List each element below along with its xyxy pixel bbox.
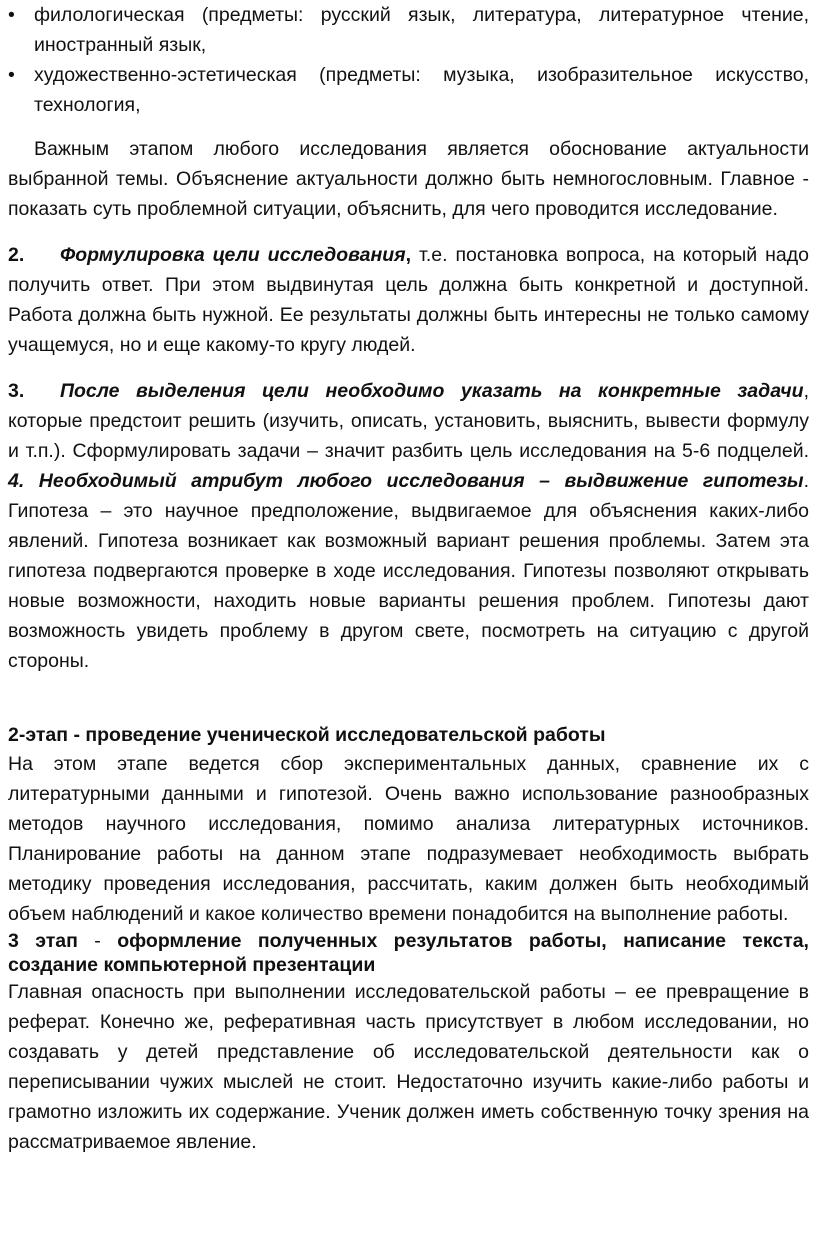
stage-2-text: На этом этапе ведется сбор экспериментальных данных, сравнение их с литературными данными и гипотезой. Очень важно использование разнообразных методов научного исследования, помимо анализа литературных источников. Планирование работы на данном этапе подразумевает необходимость выбрать методику проведения исследования, рассчитать, каким должен быть необходимый объем наблюдений и какое количество времени понадобится на выполнение работы.	[8, 753, 809, 925]
item-2-text: т.е. постановка вопроса, на который надо получить ответ. При этом выдвинутая цель должна быть конкретной и доступной. Работа должна быть нужной. Ее результаты должны быть интересны не только самому учащемуся, но и еще какому-то кругу людей.	[8, 244, 810, 356]
bullet-icon: •	[8, 4, 15, 26]
bullet-icon: •	[8, 64, 15, 86]
list-item	[8, 0, 809, 60]
item-4-heading: 4. Необходимый атрибут любого исследования – выдвижение гипотезы	[8, 470, 804, 492]
item-3-paragraph	[8, 376, 809, 676]
subject-list	[8, 0, 809, 120]
item-3-number: 3.	[8, 380, 25, 402]
stage-3-text: Главная опасность при выполнении исследовательской работы – ее превращение в реферат. Конечно же, реферативная часть присутствует в любом исследовании, но создавать у детей представление об исследовательской деятельности как о переписывании чужих мыслей не стоит. Недостаточно изучить какие-либо работы и грамотно изложить их содержание. Ученик должен иметь собственную точку зрения на рассматриваемое явление.	[8, 981, 809, 1153]
intro-paragraph: Важным этапом любого исследования является обоснование актуальности выбранной темы. Объяснение актуальности должно быть немногословным. Главное - показать суть проблемной ситуации, объяснить, для чего проводится исследование.	[8, 138, 809, 220]
stage-3-title-prefix: 3 этап	[8, 930, 78, 952]
list-item-text: филологическая (предметы: русский язык, литература, литературное чтение, иностранный язык,	[34, 4, 809, 56]
item-2-number: 2.	[8, 244, 25, 266]
item-3-text: , которые предстоит решить (изучить, описать, установить, выяснить, вывести формулу и т.п.). Сформулировать задачи – значит разбить цель исследования на 5-6 подцелей.	[8, 380, 809, 462]
item-3-heading: После выделения цели необходимо указать на конкретные задачи	[60, 380, 804, 402]
stage-3-title-main: оформление полученных результатов работы, написание текста, создание компьютерной презентации	[8, 930, 809, 976]
stage-3-title-dash: -	[77, 930, 118, 952]
stage-3-title	[8, 929, 809, 977]
stage-2-title: 2-этап - проведение ученической исследовательской работы	[8, 724, 606, 746]
list-item	[8, 60, 809, 120]
item-2-heading: Формулировка цели исследования	[60, 244, 406, 266]
item-4-text: . Гипотеза – это научное предположение, выдвигаемое для объяснения каких-либо явлений. Гипотеза возникает как возможный вариант решения проблемы. Затем эта гипотеза подвергаются проверке в ходе исследования. Гипотезы позволяют открывать новые возможности, находить новые варианты решения проблем. Гипотезы дают возможность увидеть проблему в другом свете, посмотреть на ситуацию с другой стороны.	[8, 470, 809, 672]
list-item-text: художественно-эстетическая (предметы: музыка, изобразительное искусство, технология,	[34, 64, 809, 116]
item-2-comma: ,	[405, 244, 412, 266]
item-2-paragraph	[8, 240, 809, 360]
